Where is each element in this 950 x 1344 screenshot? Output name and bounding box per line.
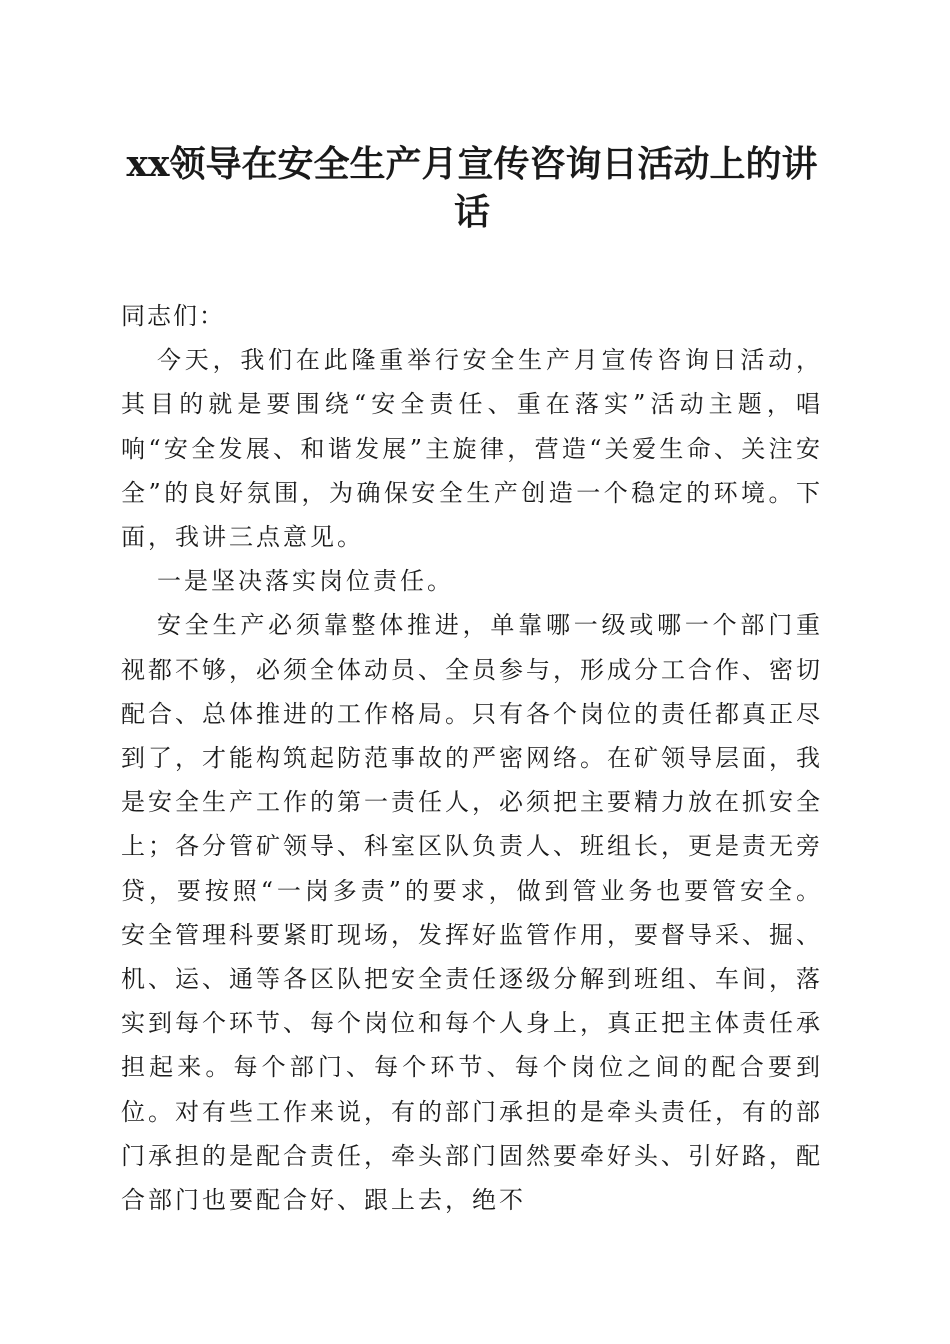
salutation: 同志们：: [121, 302, 225, 330]
section-paragraph: 安全生产必须靠整体推进，单靠哪一级或哪一个部门重视都不够，必须全体动员、全员参与，形成分工合作、密切配合、总体推进的工作格局。只有各个岗位的责任都真正尽到了，才能构筑起防范事故的严密网络。在矿领导层面，我是安全生产工作的第一责任人，必须把主要精力放在抓安全上；各分管矿领导、科室区队负责人、班组长，更是责无旁贷，要按照“一岗多责”的要求，做到管业务也要管安全。安全管理科要紧盯现场，发挥好监管作用，要督导采、掘、机、运、通等各区队把安全责任逐级分解到班组、车间，落实到每个环节、每个岗位和每个人身上，真正把主体责任承担起来。每个部门、每个环节、每个岗位之间的配合要到位。对有些工作来说，有的部门承担的是牵头责任，有的部门承担的是配合责任，牵头部门固然要牵好头、引好路，配合部门也要配合好、跟上去，绝不: [121, 611, 823, 1215]
document-title: xx领导在安全生产月宣传咨询日活动上的讲话: [126, 143, 818, 233]
intro-paragraph: 今天，我们在此隆重举行安全生产月宣传咨询日活动，其目的就是要围绕“安全责任、重在落实”活动主题，唱响“安全发展、和谐发展”主旋律，营造“关爱生命、关注安全”的良好氛围，为确保安全生产创造一个稳定的环境。下面，我讲三点意见。: [121, 346, 823, 552]
document-page: [121, 140, 823, 1222]
section-heading: 一是坚决落实岗位责任。: [157, 567, 454, 596]
